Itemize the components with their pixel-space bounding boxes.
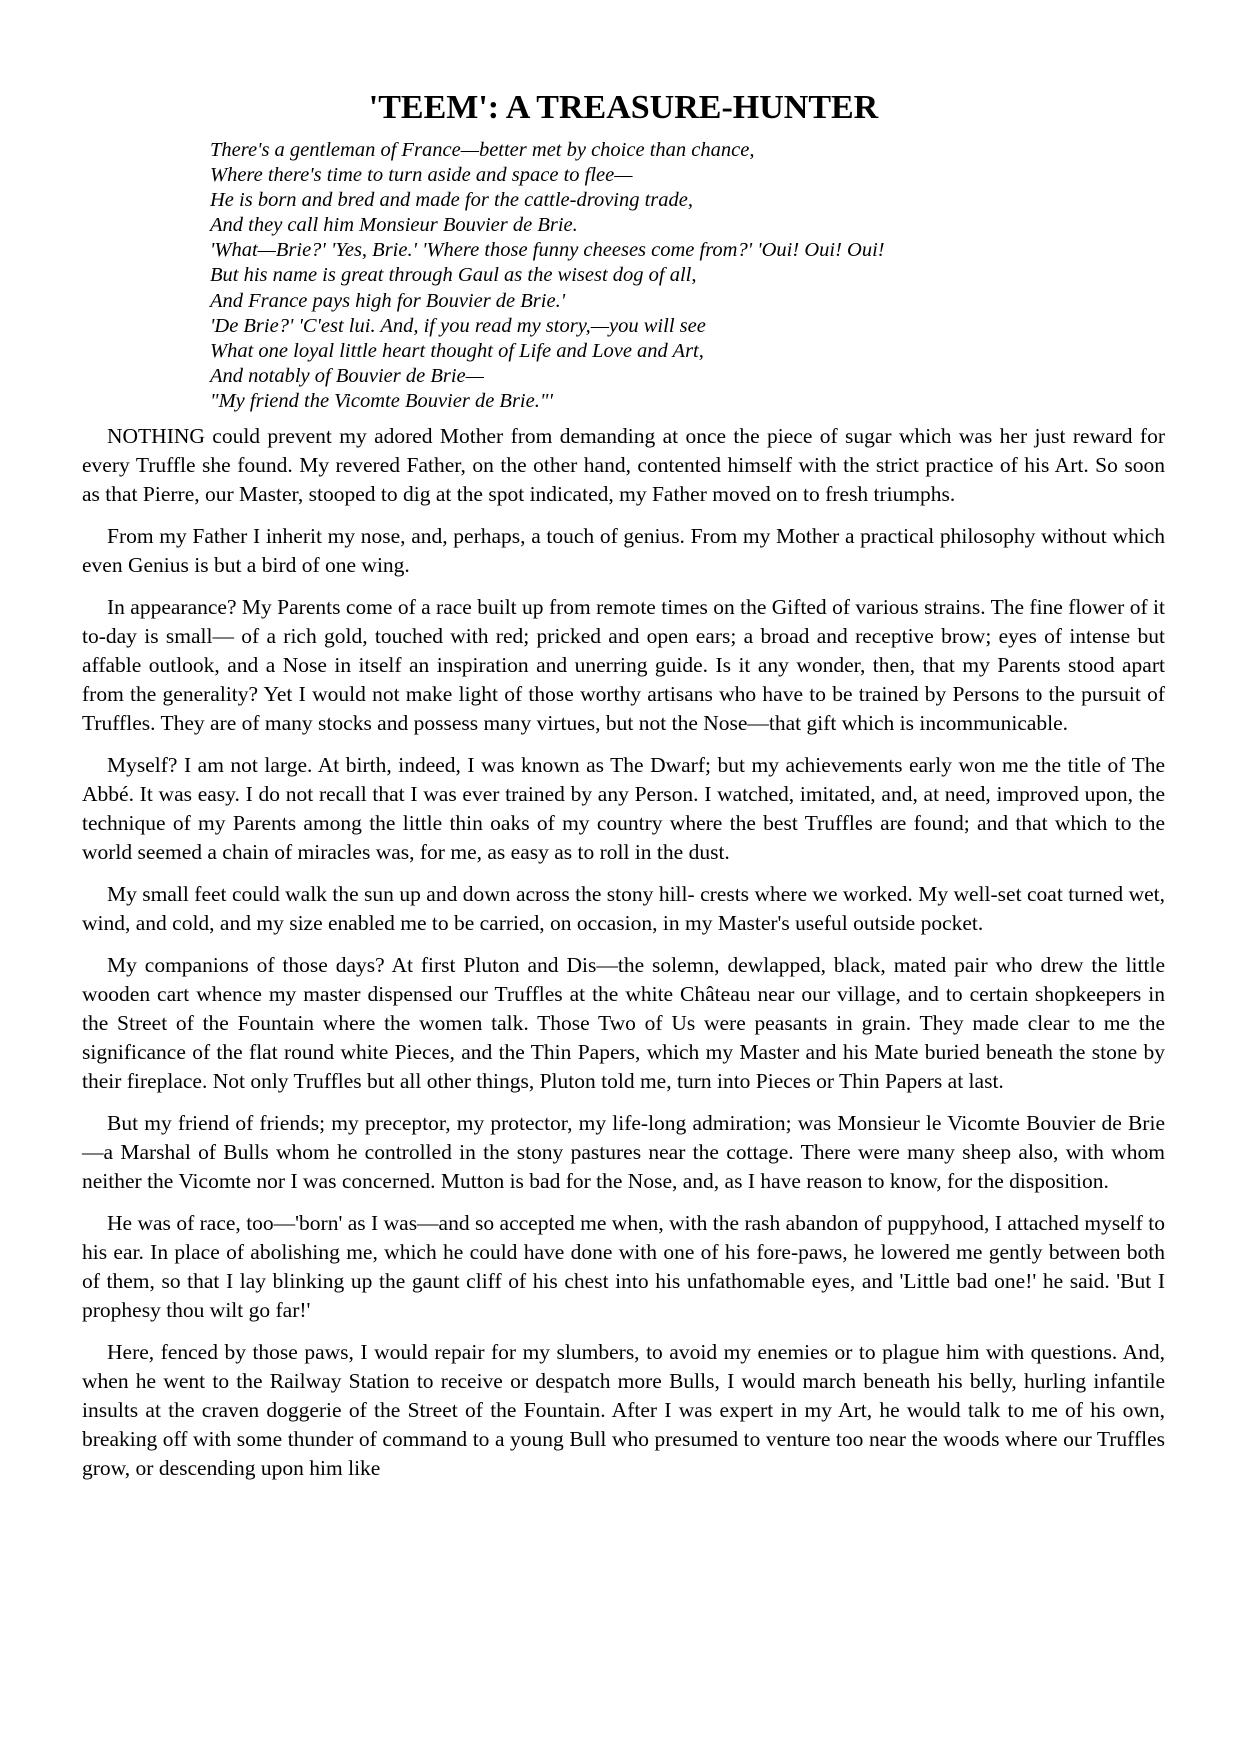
verse-line: Where there's time to turn aside and space to flee— bbox=[210, 164, 633, 187]
verse-line: And notably of Bouvier de Brie— bbox=[210, 364, 484, 387]
page bbox=[82, 88, 1165, 1496]
body-paragraph: He was of race, too—'born' as I was—and so accepted me when, with the rash abandon of puppyhood, I attached myself to his ear. In place of abolishing me, which he could have done with one of his fore-paws, he lowered me gently between both of them, so that I lay blinking up the gaunt cliff of his chest into his unfathomable eyes, and 'Little bad one!' he said. 'But I prophesy thou wilt go far!' bbox=[82, 1211, 1165, 1323]
verse-line: But his name is great through Gaul as the wisest dog of all, bbox=[210, 264, 697, 287]
body-paragraph: My companions of those days? At first Pluton and Dis—the solemn, dewlapped, black, mated pair who drew the little wooden cart whence my master dispensed our Truffles at the white Château near our village, and to certain shopkeepers in the Street of the Fountain where the women talk. Those Two of Us were peasants in grain. They made clear to me the significance of the flat round white Pieces, and the Thin Papers, which my Master and his Mate buried beneath the stone by their fireplace. Not only Truffles but all other things, Pluton told me, turn into Pieces or Thin Papers at last. bbox=[82, 953, 1165, 1094]
verse-line: What one loyal little heart thought of Life and Love and Art, bbox=[210, 339, 704, 362]
body-paragraph: In appearance? My Parents come of a race built up from remote times on the Gifted of various strains. The fine flower of it to-day is small— of a rich gold, touched with red; pricked and open ears; a broad and receptive brow; eyes of intense but affable outlook, and a Nose in itself an inspiration and unerring guide. Is it any wonder, then, that my Parents stood apart from the generality? Yet I would not make light of those worthy artisans who have to be trained by Persons to the pursuit of Truffles. They are of many stocks and possess many virtues, but not the Nose—that gift which is incommunicable. bbox=[82, 595, 1165, 736]
page-title: 'TEEM': A TREASURE-HUNTER bbox=[368, 89, 879, 126]
verse-line: 'What—Brie?' 'Yes, Brie.' 'Where those funny cheeses come from?' 'Oui! Oui! Oui! bbox=[210, 239, 885, 262]
body-paragraph: My small feet could walk the sun up and down across the stony hill- crests where we worked. My well-set coat turned wet, wind, and cold, and my size enabled me to be carried, on occasion, in my Master's useful outside pocket. bbox=[82, 882, 1165, 936]
body-paragraph: NOTHING could prevent my adored Mother from demanding at once the piece of sugar which was her just reward for every Truffle she found. My revered Father, on the other hand, contented himself with the strict practice of his Art. So soon as that Pierre, our Master, stooped to dig at the spot indicated, my Father moved on to fresh triumphs. bbox=[82, 424, 1165, 507]
verse-line: And they call him Monsieur Bouvier de Brie. bbox=[210, 214, 578, 237]
verse-line: He is born and bred and made for the cattle-droving trade, bbox=[210, 189, 694, 212]
epigraph-verse bbox=[210, 138, 1165, 414]
body-paragraph: From my Father I inherit my nose, and, perhaps, a touch of genius. From my Mother a practical philosophy without which even Genius is but a bird of one wing. bbox=[82, 524, 1165, 578]
body-paragraph: Here, fenced by those paws, I would repair for my slumbers, to avoid my enemies or to plague him with questions. And, when he went to the Railway Station to receive or despatch more Bulls, I would march beneath his belly, hurling infantile insults at the craven doggerie of the Street of the Fountain. After I was expert in my Art, he would talk to me of his own, breaking off with some thunder of command to a young Bull who presumed to venture too near the woods where our Truffles grow, or descending upon him like bbox=[82, 1340, 1165, 1481]
verse-line: And France pays high for Bouvier de Brie.' bbox=[210, 289, 566, 312]
verse-line: 'De Brie?' 'C'est lui. And, if you read my story,—you will see bbox=[210, 314, 706, 337]
verse-line: "My friend the Vicomte Bouvier de Brie."' bbox=[210, 389, 553, 412]
verse-line: There's a gentleman of France—better met by choice than chance, bbox=[210, 139, 755, 161]
body-paragraph: Myself? I am not large. At birth, indeed, I was known as The Dwarf; but my achievements early won me the title of The Abbé. It was easy. I do not recall that I was ever trained by any Person. I watched, imitated, and, at need, improved upon, the technique of my Parents among the little thin oaks of my country where the best Truffles are found; and that which to the world seemed a chain of miracles was, for me, as easy as to roll in the dust. bbox=[82, 753, 1165, 865]
body-paragraph: But my friend of friends; my preceptor, my protector, my life-long admiration; was Monsieur le Vicomte Bouvier de Brie—a Marshal of Bulls whom he controlled in the stony pastures near the cottage. There were many sheep also, with whom neither the Vicomte nor I was concerned. Mutton is bad for the Nose, and, as I have reason to know, for the disposition. bbox=[82, 1111, 1165, 1194]
